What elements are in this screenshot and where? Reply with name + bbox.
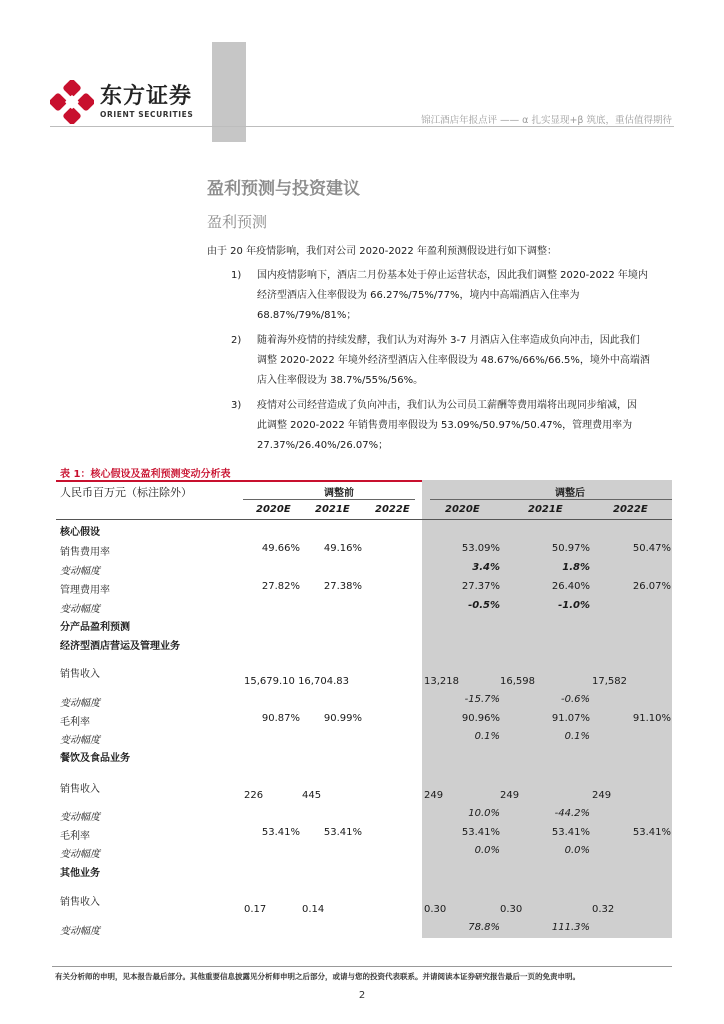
- cell-value: 226: [244, 790, 264, 801]
- year-header: 2022E: [375, 504, 410, 515]
- cell-value: 49.66%: [261, 543, 300, 554]
- footer-divider: [52, 966, 672, 967]
- page-number: 2: [358, 990, 366, 1001]
- cell-value: 53.41%: [632, 827, 671, 838]
- intro-text: 由于 20 年疫情影响，我们对公司 2020-2022 年盈利预测假设进行如下调整：: [207, 246, 557, 257]
- point-number: 3): [231, 400, 242, 411]
- cell-value: 0.1%: [474, 731, 500, 742]
- cell-value: 0.0%: [564, 845, 590, 856]
- row-label: 变动幅度: [60, 849, 100, 860]
- cell-value: 0.0%: [474, 845, 500, 856]
- cell-value: 249: [592, 790, 612, 801]
- cell-value: 3.4%: [472, 562, 500, 573]
- cell-value: 26.40%: [551, 581, 590, 592]
- header-divider: [50, 126, 674, 127]
- point-line: 国内疫情影响下，酒店二月份基本处于停止运营状态，因此我们调整 2020-2022 年境内: [257, 270, 648, 281]
- cell-value: 249: [424, 790, 444, 801]
- report-title: 锦江酒店年报点评 —— α 扎实显现+β 筑底，重估值得期待: [421, 115, 672, 126]
- point-number: 1): [231, 270, 242, 281]
- group-after-header: 调整后: [555, 488, 585, 499]
- row-label: 毛利率: [60, 831, 90, 842]
- point-line: 27.37%/26.40%/26.07%；: [257, 440, 389, 451]
- cell-value: 10.0%: [468, 808, 500, 819]
- cell-value: 53.41%: [323, 827, 362, 838]
- point-2: [207, 331, 672, 391]
- year-header: 2020E: [445, 504, 480, 515]
- cell-value: 27.38%: [323, 581, 362, 592]
- cell-value: -0.6%: [560, 694, 590, 705]
- cell-value: -0.5%: [468, 600, 500, 611]
- point-line: 调整 2020-2022 年境外经济型酒店入住率假设为 48.67%/66%/66.5%，境外中高端酒: [257, 355, 650, 366]
- header-decoration-bar: [212, 42, 246, 142]
- cell-value: 0.1%: [564, 731, 590, 742]
- cell-value: 0.14: [302, 904, 325, 915]
- cell-value: 27.82%: [261, 581, 300, 592]
- point-line: 此调整 2020-2022 年销售费用率假设为 53.09%/50.97%/50.47%，管理费用率为: [257, 420, 633, 431]
- cell-value: 50.47%: [632, 543, 671, 554]
- point-number: 2): [231, 335, 242, 346]
- row-label: 毛利率: [60, 717, 90, 728]
- year-header: 2021E: [315, 504, 350, 515]
- brand-logo: [50, 80, 193, 124]
- year-header: 2021E: [528, 504, 563, 515]
- row-label: 变动幅度: [60, 735, 100, 746]
- cell-value: 0.17: [244, 904, 267, 915]
- table-unit-label: 人民币百万元（标注除外）: [60, 486, 192, 499]
- point-line: 店入住率假设为 38.7%/55%/56%。: [257, 375, 424, 386]
- cell-value: 90.99%: [323, 713, 362, 724]
- cell-value: 53.41%: [551, 827, 590, 838]
- cell-value: 0.32: [592, 904, 615, 915]
- row-label: 变动幅度: [60, 566, 100, 577]
- brand-name-en: ORIENT SECURITIES: [100, 110, 194, 119]
- cell-value: 49.16%: [323, 543, 362, 554]
- subsection-hotel-label: 经济型酒店营运及管理业务: [60, 641, 180, 652]
- section-core-label: 核心假设: [60, 527, 100, 538]
- section-title: 盈利预测与投资建议: [207, 179, 360, 199]
- cell-value: -44.2%: [554, 808, 590, 819]
- row-label: 销售收入: [60, 669, 100, 680]
- cell-value: 15,679.10 16,704.83: [244, 676, 349, 687]
- cell-value: 26.07%: [632, 581, 671, 592]
- cell-value: 1.8%: [562, 562, 590, 573]
- cell-value: 53.09%: [461, 543, 500, 554]
- cell-value: 445: [302, 790, 322, 801]
- cell-value: 16,598: [500, 676, 535, 687]
- cell-value: 90.87%: [261, 713, 300, 724]
- row-label: 销售收入: [60, 897, 100, 908]
- row-label: 变动幅度: [60, 812, 100, 823]
- cell-value: 53.41%: [261, 827, 300, 838]
- brand-name-cn: 东方证券: [100, 84, 193, 109]
- cell-value: 13,218: [424, 676, 459, 687]
- group-before-underline: [243, 499, 415, 500]
- footer-disclaimer: 有关分析师的申明，见本报告最后部分。其他重要信息披露见分析师申明之后部分，或请与您的投资代表联系。并请阅读本证券研究报告最后一页的免责申明。: [55, 972, 580, 981]
- row-label: 销售收入: [60, 784, 100, 795]
- point-1: [207, 266, 672, 326]
- row-label: 管理费用率: [60, 585, 110, 596]
- brand-logo-icon: [50, 80, 94, 124]
- group-before-header: 调整前: [324, 488, 354, 499]
- point-line: 68.87%/79%/81%；: [257, 310, 357, 321]
- cell-value: 90.96%: [461, 713, 500, 724]
- cell-value: 17,582: [592, 676, 627, 687]
- cell-value: 111.3%: [551, 922, 590, 933]
- section-product-label: 分产品盈利预测: [60, 622, 130, 633]
- row-label: 变动幅度: [60, 926, 100, 937]
- point-line: 随着海外疫情的持续发酵，我们认为对海外 3-7 月酒店入住率造成负向冲击，因此我们: [257, 335, 640, 346]
- subsection-food-label: 餐饮及食品业务: [60, 753, 130, 764]
- cell-value: 249: [500, 790, 520, 801]
- table-header-rule: [56, 519, 672, 520]
- cell-value: 27.37%: [461, 581, 500, 592]
- subsection-other-label: 其他业务: [60, 868, 100, 879]
- section-subtitle: 盈利预测: [207, 213, 268, 231]
- year-header: 2022E: [613, 504, 648, 515]
- point-3: [207, 396, 672, 456]
- cell-value: 0.30: [500, 904, 523, 915]
- cell-value: 53.41%: [461, 827, 500, 838]
- row-label: 变动幅度: [60, 698, 100, 709]
- row-label: 变动幅度: [60, 604, 100, 615]
- point-line: 经济型酒店入住率假设为 66.27%/75%/77%，境内中高端酒店入住率为: [257, 290, 580, 301]
- group-after-underline: [430, 499, 672, 500]
- cell-value: 91.10%: [632, 713, 671, 724]
- cell-value: 78.8%: [468, 922, 500, 933]
- point-line: 疫情对公司经营造成了负向冲击，我们认为公司员工薪酬等费用端将出现同步缩减，因: [257, 400, 637, 411]
- year-header: 2020E: [256, 504, 291, 515]
- table-title: 表 1：核心假设及盈利预测变动分析表: [60, 469, 231, 480]
- cell-value: -15.7%: [464, 694, 500, 705]
- row-label: 销售费用率: [60, 547, 110, 558]
- cell-value: 0.30: [424, 904, 447, 915]
- cell-value: 50.97%: [551, 543, 590, 554]
- cell-value: -1.0%: [558, 600, 590, 611]
- cell-value: 91.07%: [551, 713, 590, 724]
